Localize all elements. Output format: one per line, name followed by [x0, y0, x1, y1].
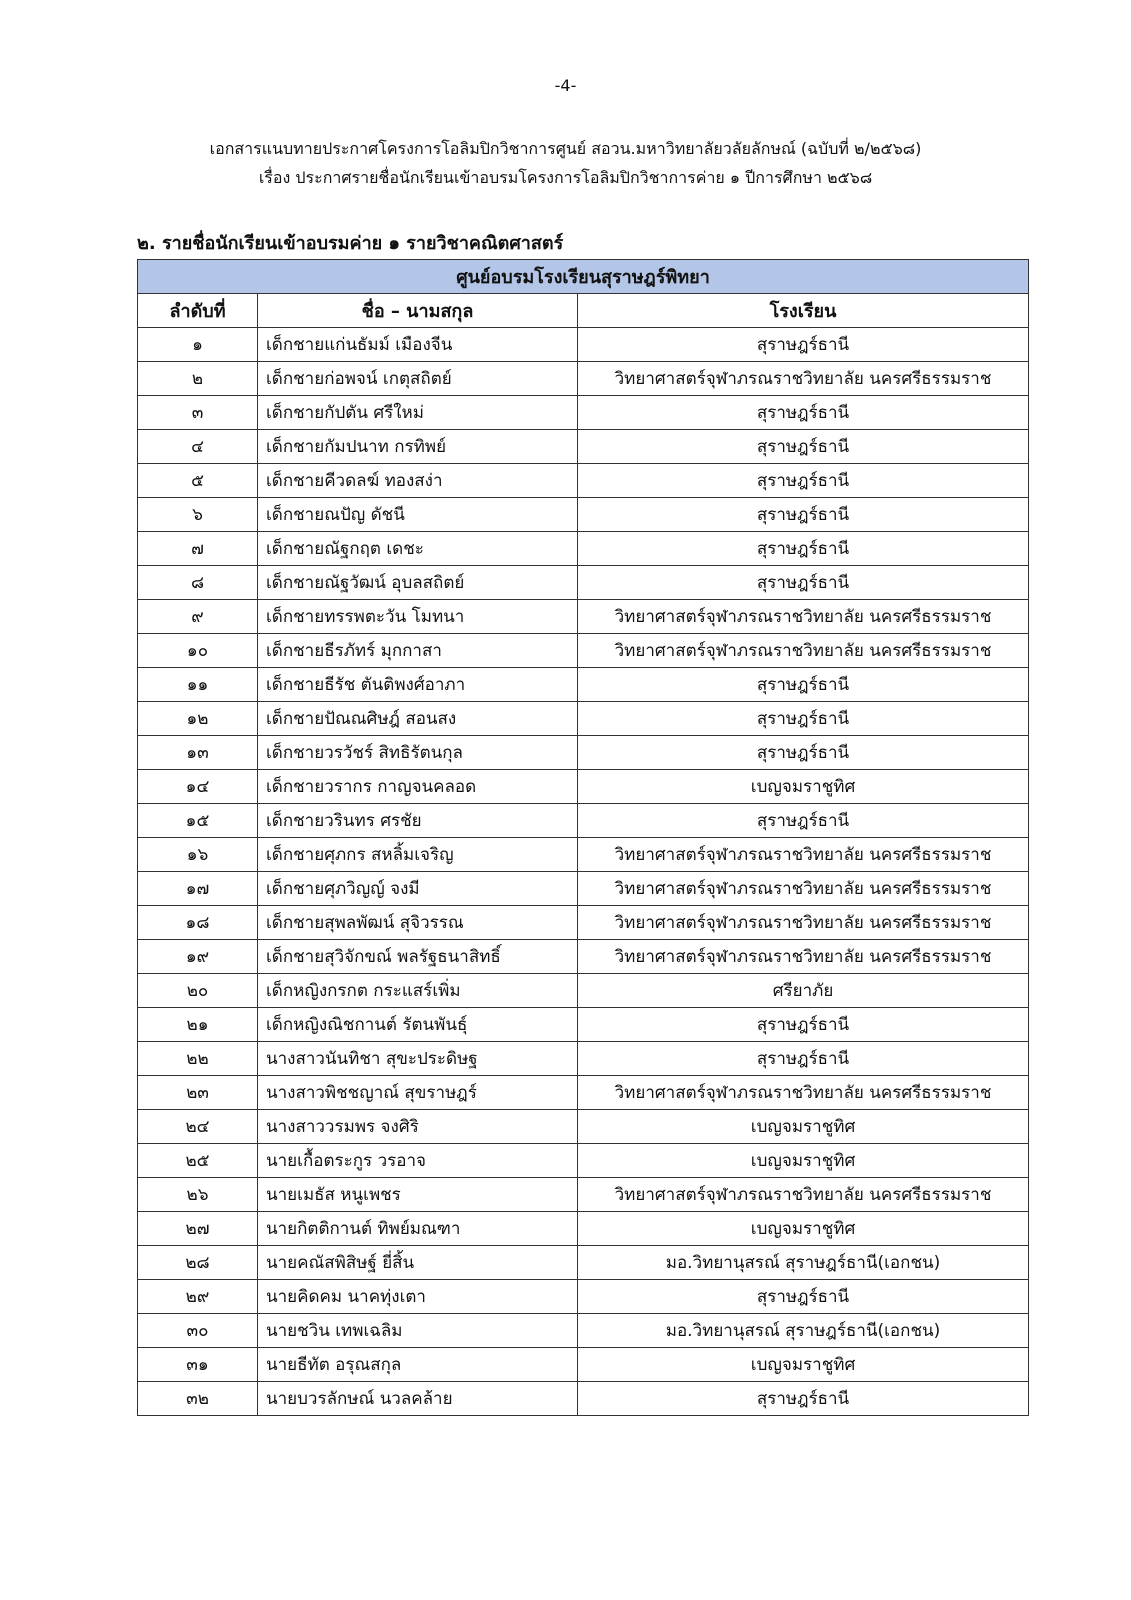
- student-name: เด็กชายธีรภัทร์ มุกกาสา: [258, 634, 578, 668]
- table-row: [138, 498, 1029, 532]
- row-number: ๓๐: [138, 1314, 258, 1348]
- school-name: สุราษฎร์ธานี: [578, 1382, 1029, 1416]
- school-name: วิทยาศาสตร์จุฬาภรณราชวิทยาลัย นครศรีธรรมราช: [578, 600, 1029, 634]
- row-number: ๒๖: [138, 1178, 258, 1212]
- student-name: เด็กชายทรรพตะวัน โมทนา: [258, 600, 578, 634]
- table-row: [138, 804, 1029, 838]
- roster-body: [138, 328, 1029, 1416]
- school-name: เบญจมราชูทิศ: [578, 1348, 1029, 1382]
- school-name: ศรียาภัย: [578, 974, 1029, 1008]
- row-number: ๕: [138, 464, 258, 498]
- student-name: เด็กชายแก่นธัมม์ เมืองจีน: [258, 328, 578, 362]
- row-number: ๒: [138, 362, 258, 396]
- student-name: เด็กชายณปัญ ดัชนี: [258, 498, 578, 532]
- student-name: เด็กชายสุวิจักขณ์ พลรัฐธนาสิทธิ์: [258, 940, 578, 974]
- school-name: สุราษฎร์ธานี: [578, 396, 1029, 430]
- row-number: ๒๙: [138, 1280, 258, 1314]
- student-name: เด็กชายก่อพจน์ เกตุสถิตย์: [258, 362, 578, 396]
- row-number: ๒๑: [138, 1008, 258, 1042]
- table-row: [138, 1246, 1029, 1280]
- table-row: [138, 634, 1029, 668]
- student-name: นายเมธัส หนูเพชร: [258, 1178, 578, 1212]
- school-name: สุราษฎร์ธานี: [578, 532, 1029, 566]
- table-row: [138, 600, 1029, 634]
- school-name: วิทยาศาสตร์จุฬาภรณราชวิทยาลัย นครศรีธรรมราช: [578, 1178, 1029, 1212]
- row-number: ๗: [138, 532, 258, 566]
- school-name: วิทยาศาสตร์จุฬาภรณราชวิทยาลัย นครศรีธรรมราช: [578, 362, 1029, 396]
- row-number: ๓๒: [138, 1382, 258, 1416]
- header-line-2: เรื่อง ประกาศรายชื่อนักเรียนเข้าอบรมโครงการโอลิมปิกวิชาการค่าย ๑ ปีการศึกษา ๒๕๖๘: [258, 168, 873, 187]
- student-name: เด็กหญิงณิชกานต์ รัตนพันธุ์: [258, 1008, 578, 1042]
- school-name: สุราษฎร์ธานี: [578, 1008, 1029, 1042]
- school-name: มอ.วิทยานุสรณ์ สุราษฎร์ธานี(เอกชน): [578, 1246, 1029, 1280]
- row-number: ๒๘: [138, 1246, 258, 1280]
- row-number: ๓: [138, 396, 258, 430]
- column-header-number: ลำดับที่: [138, 294, 258, 328]
- student-name: นายคิดคม นาคทุ่งเตา: [258, 1280, 578, 1314]
- student-name: เด็กชายสุพลพัฒน์ สุจิวรรณ: [258, 906, 578, 940]
- student-name: นายชวิน เทพเฉลิม: [258, 1314, 578, 1348]
- student-name: เด็กชายคีวดลฆ์ ทองสง่า: [258, 464, 578, 498]
- table-row: [138, 1110, 1029, 1144]
- row-number: ๑๖: [138, 838, 258, 872]
- row-number: ๑๓: [138, 736, 258, 770]
- table-row: [138, 940, 1029, 974]
- school-name: สุราษฎร์ธานี: [578, 668, 1029, 702]
- table-row: [138, 1212, 1029, 1246]
- row-number: ๑๑: [138, 668, 258, 702]
- table-row: [138, 838, 1029, 872]
- table-row: [138, 906, 1029, 940]
- column-header-school: โรงเรียน: [578, 294, 1029, 328]
- student-name: นายกิตติกานต์ ทิพย์มณฑา: [258, 1212, 578, 1246]
- row-number: ๒๔: [138, 1110, 258, 1144]
- header-line-1: เอกสารแนบทายประกาศโครงการโอลิมปิกวิชาการศูนย์ สอวน.มหาวิทยาลัยวลัยลักษณ์ (ฉบับที่ ๒/๒๕๖๘): [209, 139, 922, 158]
- student-name: นายบวรลักษณ์ นวลคล้าย: [258, 1382, 578, 1416]
- school-name: วิทยาศาสตร์จุฬาภรณราชวิทยาลัย นครศรีธรรมราช: [578, 940, 1029, 974]
- table-row: [138, 1042, 1029, 1076]
- table-row: [138, 770, 1029, 804]
- student-name: นายเกื้อตระกูร วรอาจ: [258, 1144, 578, 1178]
- table-row: [138, 532, 1029, 566]
- student-name: เด็กชายกัปตัน ศรีใหม่: [258, 396, 578, 430]
- school-name: วิทยาศาสตร์จุฬาภรณราชวิทยาลัย นครศรีธรรมราช: [578, 906, 1029, 940]
- table-row: [138, 1008, 1029, 1042]
- table-row: [138, 872, 1029, 906]
- student-name: นางสาววรมพร จงศิริ: [258, 1110, 578, 1144]
- school-name: เบญจมราชูทิศ: [578, 1110, 1029, 1144]
- table-row: [138, 668, 1029, 702]
- row-number: ๔: [138, 430, 258, 464]
- student-name: เด็กหญิงกรกต กระแสร์เพิ่ม: [258, 974, 578, 1008]
- table-row: [138, 974, 1029, 1008]
- school-name: สุราษฎร์ธานี: [578, 566, 1029, 600]
- table-row: [138, 328, 1029, 362]
- school-name: วิทยาศาสตร์จุฬาภรณราชวิทยาลัย นครศรีธรรมราช: [578, 838, 1029, 872]
- row-number: ๘: [138, 566, 258, 600]
- row-number: ๒๓: [138, 1076, 258, 1110]
- school-name: เบญจมราชูทิศ: [578, 1144, 1029, 1178]
- student-name: เด็กชายวรินทร ศรชัย: [258, 804, 578, 838]
- row-number: ๑๗: [138, 872, 258, 906]
- student-name: เด็กชายกัมปนาท กรทิพย์: [258, 430, 578, 464]
- student-name: เด็กชายปัณณศิษฎ์ สอนสง: [258, 702, 578, 736]
- row-number: ๖: [138, 498, 258, 532]
- row-number: ๒๗: [138, 1212, 258, 1246]
- table-row: [138, 566, 1029, 600]
- row-number: ๑๘: [138, 906, 258, 940]
- school-name: สุราษฎร์ธานี: [578, 328, 1029, 362]
- table-row: [138, 1348, 1029, 1382]
- row-number: ๑๔: [138, 770, 258, 804]
- school-name: วิทยาศาสตร์จุฬาภรณราชวิทยาลัย นครศรีธรรมราช: [578, 872, 1029, 906]
- table-row: [138, 1314, 1029, 1348]
- student-name: นายธีทัต อรุณสกุล: [258, 1348, 578, 1382]
- row-number: ๑๕: [138, 804, 258, 838]
- row-number: ๑๒: [138, 702, 258, 736]
- table-row: [138, 702, 1029, 736]
- table-row: [138, 1144, 1029, 1178]
- student-name: นายคณัสพิสิษฐ์ ยี่สิ้น: [258, 1246, 578, 1280]
- table-row: [138, 1178, 1029, 1212]
- row-number: ๙: [138, 600, 258, 634]
- column-header-row: [138, 294, 1029, 328]
- student-roster-table: [137, 259, 1029, 1416]
- row-number: ๑: [138, 328, 258, 362]
- column-header-name: ชื่อ – นามสกุล: [258, 294, 578, 328]
- school-name: เบญจมราชูทิศ: [578, 770, 1029, 804]
- school-name: สุราษฎร์ธานี: [578, 464, 1029, 498]
- student-name: เด็กชายวรวัชร์ สิทธิรัตนกุล: [258, 736, 578, 770]
- row-number: ๓๑: [138, 1348, 258, 1382]
- school-name: วิทยาศาสตร์จุฬาภรณราชวิทยาลัย นครศรีธรรมราช: [578, 634, 1029, 668]
- table-row: [138, 1382, 1029, 1416]
- school-name: มอ.วิทยานุสรณ์ สุราษฎร์ธานี(เอกชน): [578, 1314, 1029, 1348]
- student-name: เด็กชายณัฐกฤต เดชะ: [258, 532, 578, 566]
- training-center-title: ศูนย์อบรมโรงเรียนสุราษฎร์พิทยา: [138, 260, 1029, 294]
- school-name: สุราษฎร์ธานี: [578, 804, 1029, 838]
- table-row: [138, 1280, 1029, 1314]
- school-name: สุราษฎร์ธานี: [578, 736, 1029, 770]
- table-row: [138, 396, 1029, 430]
- student-name: นางสาวพิชชญาณ์ สุขราษฎร์: [258, 1076, 578, 1110]
- section-heading: ๒. รายชื่อนักเรียนเข้าอบรมค่าย ๑ รายวิชาคณิตศาสตร์: [137, 233, 564, 254]
- table-row: [138, 736, 1029, 770]
- table-row: [138, 430, 1029, 464]
- student-name: เด็กชายศุภกร สหลิ้มเจริญ: [258, 838, 578, 872]
- table-row: [138, 464, 1029, 498]
- row-number: ๒๒: [138, 1042, 258, 1076]
- table-row: [138, 362, 1029, 396]
- school-name: สุราษฎร์ธานี: [578, 430, 1029, 464]
- row-number: ๑๙: [138, 940, 258, 974]
- school-name: สุราษฎร์ธานี: [578, 1280, 1029, 1314]
- student-name: เด็กชายณัฐวัฒน์ อุบลสถิตย์: [258, 566, 578, 600]
- row-number: ๒๕: [138, 1144, 258, 1178]
- school-name: สุราษฎร์ธานี: [578, 1042, 1029, 1076]
- row-number: ๑๐: [138, 634, 258, 668]
- student-name: นางสาวนันทิชา สุขะประดิษฐ: [258, 1042, 578, 1076]
- page-number: -4-: [554, 76, 577, 95]
- student-name: เด็กชายวรากร กาญจนคลอด: [258, 770, 578, 804]
- student-name: เด็กชายธีรัช ตันติพงศ์อาภา: [258, 668, 578, 702]
- school-name: วิทยาศาสตร์จุฬาภรณราชวิทยาลัย นครศรีธรรมราช: [578, 1076, 1029, 1110]
- school-name: สุราษฎร์ธานี: [578, 702, 1029, 736]
- row-number: ๒๐: [138, 974, 258, 1008]
- school-name: สุราษฎร์ธานี: [578, 498, 1029, 532]
- student-name: เด็กชายศุภวิญญ์ จงมี: [258, 872, 578, 906]
- table-row: [138, 1076, 1029, 1110]
- school-name: เบญจมราชูทิศ: [578, 1212, 1029, 1246]
- document-header: [0, 134, 1131, 192]
